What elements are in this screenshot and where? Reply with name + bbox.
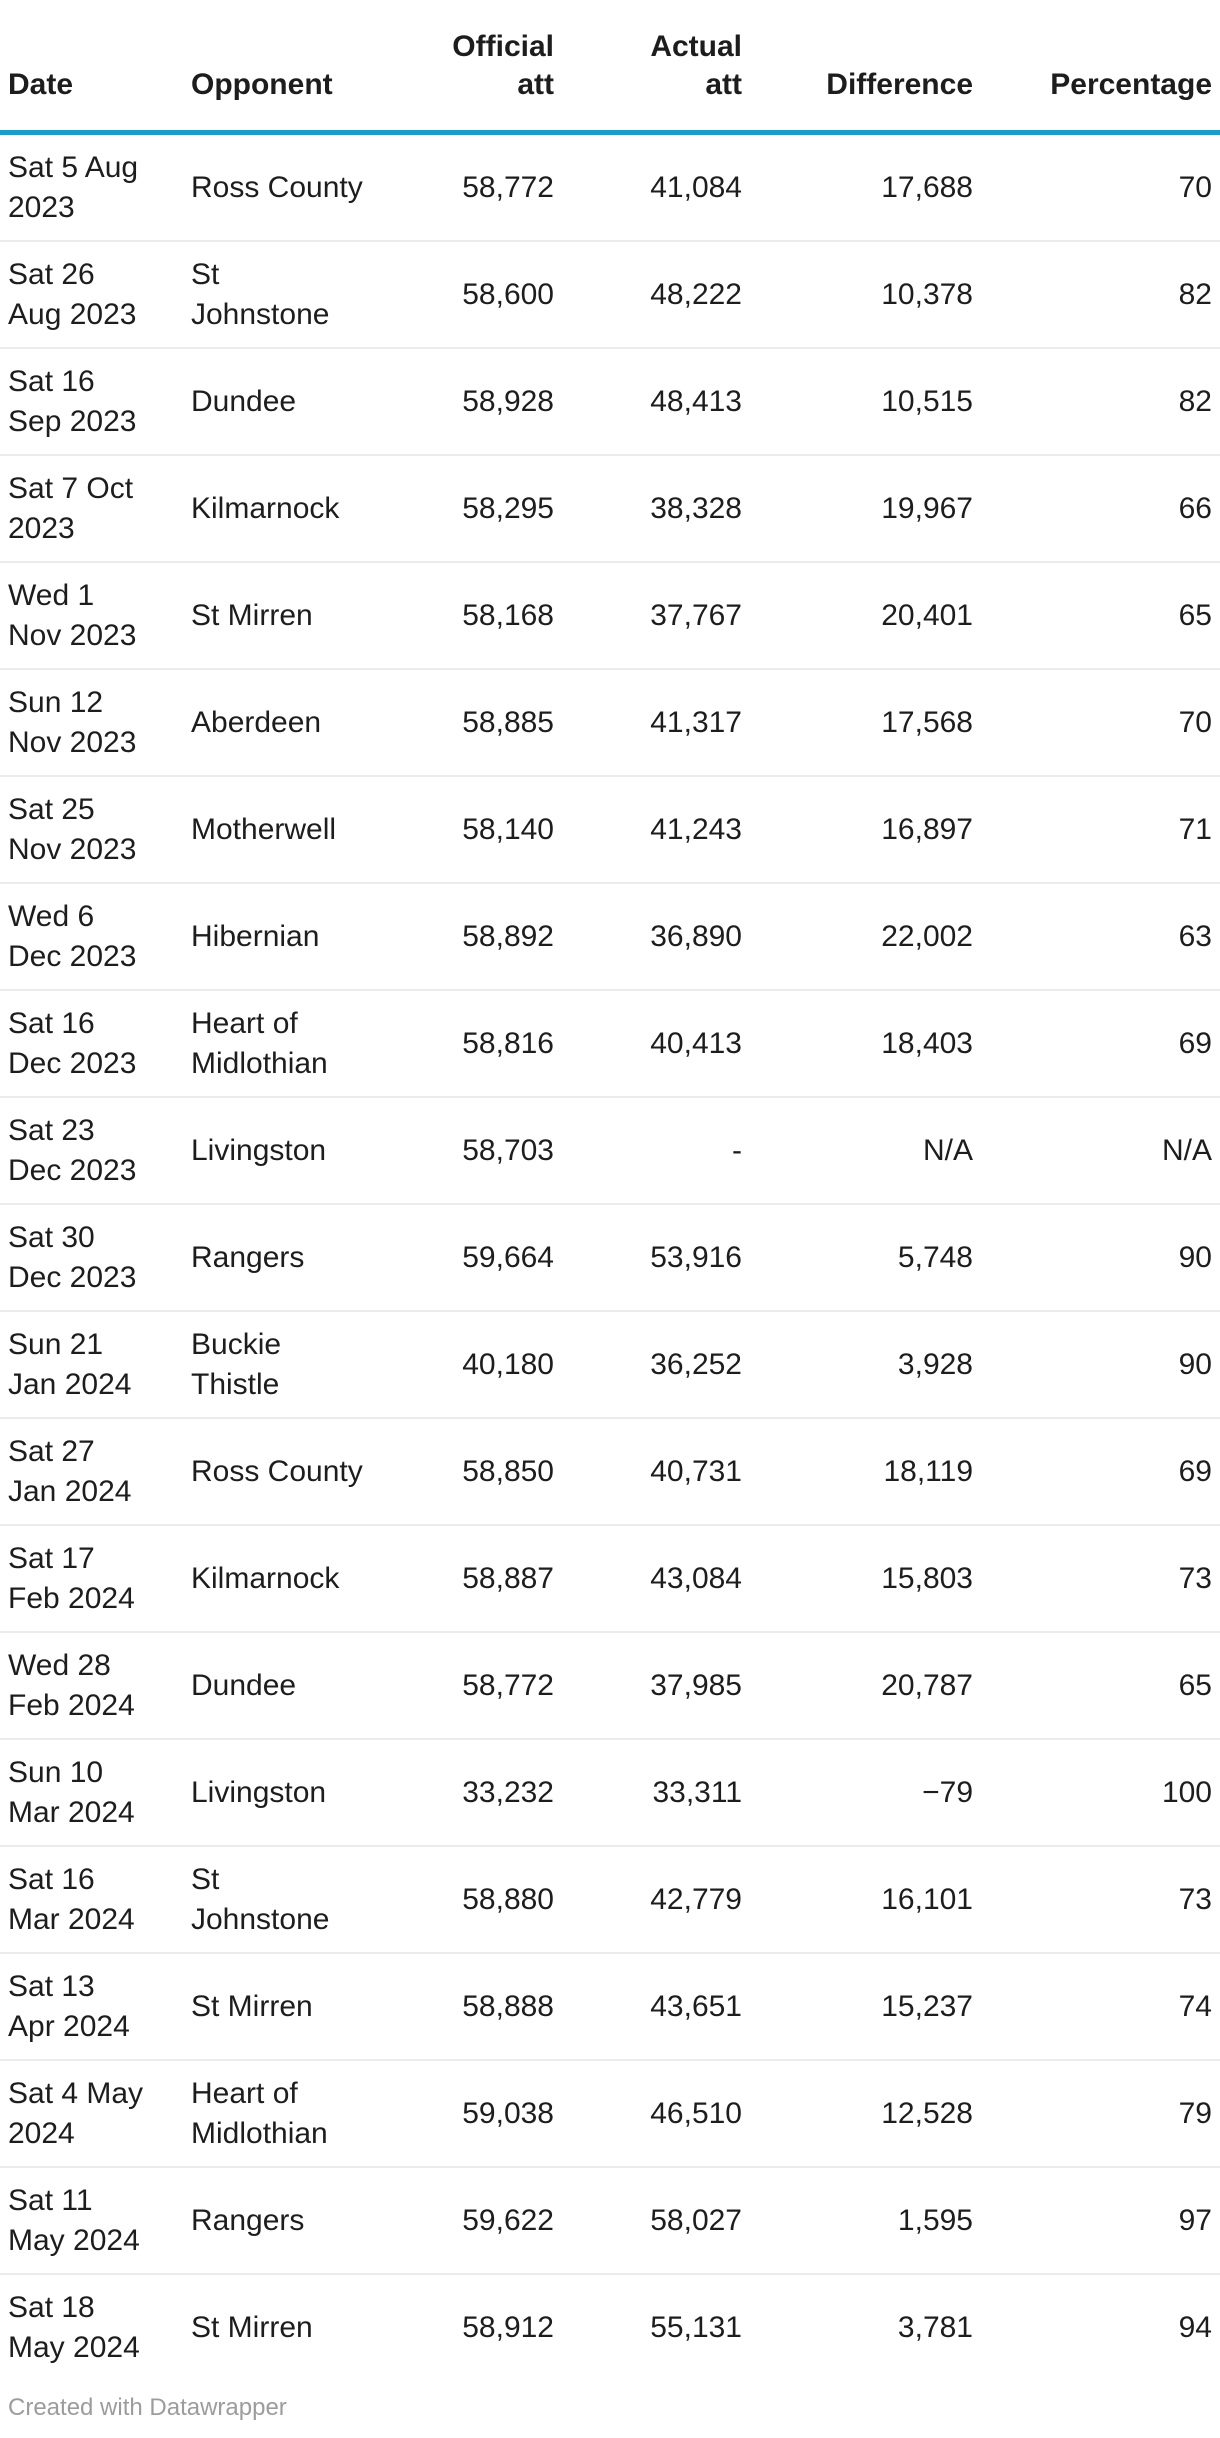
difference-value: 22,002	[881, 919, 973, 953]
percentage-value: 74	[1178, 1989, 1212, 2023]
cell-official-att	[381, 133, 554, 242]
actual-att-value: -	[732, 1133, 742, 1167]
actual-att-value: 40,731	[650, 1454, 742, 1488]
table-row	[0, 1739, 1220, 1846]
table-row	[0, 669, 1220, 776]
cell-difference	[742, 133, 973, 242]
difference-value: 10,515	[881, 384, 973, 418]
actual-att-value: 36,890	[650, 919, 742, 953]
official-att-value: 58,892	[462, 919, 554, 953]
cell-official-att	[381, 1846, 554, 1953]
difference-value: 17,568	[881, 705, 973, 739]
percentage-value: 82	[1178, 384, 1212, 418]
difference-value: −79	[922, 1775, 973, 1809]
cell-date	[0, 1525, 191, 1632]
date-value: Sat 16 Sep 2023	[8, 364, 137, 438]
official-att-value: 58,772	[462, 1668, 554, 1702]
cell-percentage	[973, 2167, 1220, 2274]
datawrapper-credit-link[interactable]: Created with Datawrapper	[8, 2394, 287, 2421]
difference-value: 17,688	[881, 170, 973, 204]
date-value: Wed 1 Nov 2023	[8, 578, 137, 652]
official-att-value: 59,664	[462, 1240, 554, 1274]
table-row	[0, 2060, 1220, 2167]
difference-value: 20,401	[881, 598, 973, 632]
official-att-value: 59,038	[462, 2096, 554, 2130]
cell-percentage	[973, 990, 1220, 1097]
cell-actual-att	[554, 776, 742, 883]
cell-difference	[742, 241, 973, 348]
cell-date	[0, 455, 191, 562]
cell-percentage	[973, 883, 1220, 990]
difference-value: 3,928	[897, 1347, 973, 1381]
official-att-value: 58,703	[462, 1133, 554, 1167]
official-att-value: 58,600	[462, 277, 554, 311]
percentage-value: 82	[1178, 277, 1212, 311]
cell-actual-att	[554, 990, 742, 1097]
percentage-value: 69	[1178, 1026, 1212, 1060]
actual-att-value: 33,311	[652, 1775, 742, 1809]
cell-official-att	[381, 669, 554, 776]
opponent-value: Ross County	[191, 170, 363, 204]
opponent-value: Livingston	[191, 1775, 327, 1809]
column-header-label: Official att	[452, 30, 554, 101]
cell-date	[0, 1097, 191, 1204]
cell-opponent	[191, 348, 381, 455]
table-row	[0, 562, 1220, 669]
percentage-value: 73	[1178, 1882, 1212, 1916]
table-row	[0, 1097, 1220, 1204]
cell-opponent	[191, 1418, 381, 1525]
cell-percentage	[973, 1311, 1220, 1418]
cell-date	[0, 1418, 191, 1525]
opponent-value: Dundee	[191, 1668, 297, 1702]
official-att-value: 58,772	[462, 170, 554, 204]
cell-actual-att	[554, 348, 742, 455]
chart-footer	[8, 2394, 1220, 2438]
table-row	[0, 1846, 1220, 1953]
table-body	[0, 133, 1220, 2381]
cell-opponent	[191, 776, 381, 883]
opponent-value: Buckie Thistle	[191, 1327, 282, 1401]
cell-actual-att	[554, 2274, 742, 2380]
column-header-actual-att	[554, 0, 742, 133]
actual-att-value: 42,779	[650, 1882, 742, 1916]
cell-opponent	[191, 2167, 381, 2274]
cell-opponent	[191, 2274, 381, 2380]
official-att-value: 58,912	[462, 2310, 554, 2344]
cell-percentage	[973, 562, 1220, 669]
cell-percentage	[973, 1739, 1220, 1846]
official-att-value: 58,140	[462, 812, 554, 846]
date-value: Sat 23 Dec 2023	[8, 1113, 137, 1187]
header-row	[0, 0, 1220, 133]
cell-opponent	[191, 1632, 381, 1739]
opponent-value: St Johnstone	[191, 1862, 330, 1936]
difference-value: 5,748	[897, 1240, 973, 1274]
cell-official-att	[381, 2167, 554, 2274]
percentage-value: 90	[1178, 1347, 1212, 1381]
cell-official-att	[381, 562, 554, 669]
official-att-value: 58,850	[462, 1454, 554, 1488]
cell-actual-att	[554, 2060, 742, 2167]
actual-att-value: 36,252	[650, 1347, 742, 1381]
cell-actual-att	[554, 241, 742, 348]
actual-att-value: 37,767	[650, 598, 742, 632]
cell-actual-att	[554, 2167, 742, 2274]
cell-date	[0, 2060, 191, 2167]
cell-opponent	[191, 990, 381, 1097]
date-value: Sun 10 Mar 2024	[8, 1755, 135, 1829]
cell-official-att	[381, 1632, 554, 1739]
table-row	[0, 241, 1220, 348]
cell-official-att	[381, 990, 554, 1097]
date-value: Sat 30 Dec 2023	[8, 1220, 137, 1294]
cell-opponent	[191, 883, 381, 990]
cell-date	[0, 1846, 191, 1953]
cell-opponent	[191, 1953, 381, 2060]
difference-value: N/A	[922, 1133, 973, 1167]
opponent-value: Rangers	[191, 1240, 305, 1274]
official-att-value: 58,887	[462, 1561, 554, 1595]
opponent-value: Heart of Midlothian	[191, 2076, 328, 2150]
cell-date	[0, 241, 191, 348]
cell-percentage	[973, 1097, 1220, 1204]
actual-att-value: 41,084	[650, 170, 742, 204]
cell-official-att	[381, 2060, 554, 2167]
cell-official-att	[381, 1418, 554, 1525]
cell-official-att	[381, 1097, 554, 1204]
cell-actual-att	[554, 455, 742, 562]
cell-difference	[742, 2167, 973, 2274]
cell-date	[0, 883, 191, 990]
cell-difference	[742, 883, 973, 990]
cell-actual-att	[554, 1846, 742, 1953]
cell-actual-att	[554, 883, 742, 990]
cell-official-att	[381, 776, 554, 883]
cell-percentage	[973, 241, 1220, 348]
cell-date	[0, 133, 191, 242]
cell-official-att	[381, 1525, 554, 1632]
cell-percentage	[973, 669, 1220, 776]
cell-difference	[742, 1525, 973, 1632]
cell-opponent	[191, 669, 381, 776]
table-row	[0, 883, 1220, 990]
cell-date	[0, 669, 191, 776]
cell-actual-att	[554, 1311, 742, 1418]
percentage-value: 63	[1178, 919, 1212, 953]
cell-official-att	[381, 455, 554, 562]
cell-date	[0, 1204, 191, 1311]
cell-official-att	[381, 2274, 554, 2380]
actual-att-value: 41,317	[650, 705, 742, 739]
table-row	[0, 1632, 1220, 1739]
percentage-value: 71	[1178, 812, 1212, 846]
cell-difference	[742, 669, 973, 776]
opponent-value: Motherwell	[191, 812, 337, 846]
percentage-value: 66	[1178, 491, 1212, 525]
table-row	[0, 133, 1220, 242]
column-header-opponent	[191, 0, 381, 133]
percentage-value: 65	[1178, 1668, 1212, 1702]
official-att-value: 58,168	[462, 598, 554, 632]
cell-date	[0, 776, 191, 883]
date-value: Sat 16 Mar 2024	[8, 1862, 135, 1936]
column-header-percentage	[973, 0, 1220, 133]
cell-percentage	[973, 1418, 1220, 1525]
cell-difference	[742, 1632, 973, 1739]
cell-percentage	[973, 2060, 1220, 2167]
cell-date	[0, 1311, 191, 1418]
cell-official-att	[381, 348, 554, 455]
opponent-value: St Mirren	[191, 598, 313, 632]
cell-difference	[742, 562, 973, 669]
difference-value: 10,378	[881, 277, 973, 311]
table-row	[0, 455, 1220, 562]
difference-value: 16,101	[881, 1882, 973, 1916]
cell-official-att	[381, 241, 554, 348]
table-row	[0, 1418, 1220, 1525]
cell-date	[0, 2274, 191, 2380]
actual-att-value: 37,985	[650, 1668, 742, 1702]
date-value: Wed 28 Feb 2024	[8, 1648, 135, 1722]
official-att-value: 59,622	[462, 2203, 554, 2237]
cell-date	[0, 348, 191, 455]
percentage-value: 90	[1178, 1240, 1212, 1274]
cell-difference	[742, 2060, 973, 2167]
column-header-difference	[742, 0, 973, 133]
actual-att-value: 58,027	[650, 2203, 742, 2237]
cell-actual-att	[554, 1204, 742, 1311]
percentage-value: 70	[1178, 705, 1212, 739]
cell-actual-att	[554, 133, 742, 242]
date-value: Wed 6 Dec 2023	[8, 899, 137, 973]
cell-difference	[742, 1846, 973, 1953]
difference-value: 18,119	[883, 1454, 973, 1488]
cell-percentage	[973, 1525, 1220, 1632]
cell-percentage	[973, 2274, 1220, 2380]
column-header-official-att	[381, 0, 554, 133]
cell-opponent	[191, 1525, 381, 1632]
opponent-value: St Johnstone	[191, 257, 330, 331]
opponent-value: St Mirren	[191, 2310, 313, 2344]
actual-att-value: 53,916	[650, 1240, 742, 1274]
opponent-value: Dundee	[191, 384, 297, 418]
cell-difference	[742, 990, 973, 1097]
column-header-label: Opponent	[191, 68, 333, 101]
official-att-value: 33,232	[462, 1775, 554, 1809]
actual-att-value: 46,510	[650, 2096, 742, 2130]
cell-actual-att	[554, 1525, 742, 1632]
cell-date	[0, 1953, 191, 2060]
date-value: Sat 7 Oct 2023	[8, 471, 134, 545]
date-value: Sat 26 Aug 2023	[8, 257, 137, 331]
cell-difference	[742, 1418, 973, 1525]
cell-percentage	[973, 1846, 1220, 1953]
table-row	[0, 990, 1220, 1097]
percentage-value: 97	[1178, 2203, 1212, 2237]
cell-official-att	[381, 1311, 554, 1418]
cell-difference	[742, 1204, 973, 1311]
official-att-value: 40,180	[462, 1347, 554, 1381]
percentage-value: 79	[1178, 2096, 1212, 2130]
date-value: Sat 18 May 2024	[8, 2290, 140, 2364]
cell-percentage	[973, 776, 1220, 883]
column-header-label: Percentage	[1050, 68, 1212, 101]
cell-opponent	[191, 562, 381, 669]
cell-actual-att	[554, 1953, 742, 2060]
opponent-value: Hibernian	[191, 919, 320, 953]
opponent-value: Kilmarnock	[191, 491, 340, 525]
cell-difference	[742, 1739, 973, 1846]
date-value: Sat 5 Aug 2023	[8, 150, 139, 224]
date-value: Sat 25 Nov 2023	[8, 792, 137, 866]
percentage-value: 65	[1178, 598, 1212, 632]
cell-percentage	[973, 1632, 1220, 1739]
opponent-value: St Mirren	[191, 1989, 313, 2023]
column-header-label: Date	[8, 68, 74, 101]
cell-date	[0, 1632, 191, 1739]
opponent-value: Aberdeen	[191, 705, 322, 739]
table-row	[0, 348, 1220, 455]
actual-att-value: 40,413	[650, 1026, 742, 1060]
cell-date	[0, 990, 191, 1097]
cell-opponent	[191, 1204, 381, 1311]
column-header-date	[0, 0, 191, 133]
opponent-value: Ross County	[191, 1454, 363, 1488]
cell-percentage	[973, 455, 1220, 562]
cell-difference	[742, 776, 973, 883]
actual-att-value: 43,651	[650, 1989, 742, 2023]
cell-difference	[742, 1097, 973, 1204]
table-row	[0, 2167, 1220, 2274]
percentage-value: 94	[1178, 2310, 1212, 2344]
date-value: Sat 13 Apr 2024	[8, 1969, 130, 2043]
difference-value: 16,897	[881, 812, 973, 846]
difference-value: 3,781	[897, 2310, 973, 2344]
table-header	[0, 0, 1220, 133]
difference-value: 1,595	[897, 2203, 973, 2237]
cell-opponent	[191, 1311, 381, 1418]
cell-opponent	[191, 241, 381, 348]
cell-date	[0, 562, 191, 669]
cell-date	[0, 2167, 191, 2274]
cell-difference	[742, 1953, 973, 2060]
cell-opponent	[191, 455, 381, 562]
date-value: Sun 21 Jan 2024	[8, 1327, 132, 1401]
opponent-value: Rangers	[191, 2203, 305, 2237]
table-row	[0, 1204, 1220, 1311]
date-value: Sun 12 Nov 2023	[8, 685, 137, 759]
cell-actual-att	[554, 1632, 742, 1739]
cell-official-att	[381, 883, 554, 990]
percentage-value: 69	[1178, 1454, 1212, 1488]
table-row	[0, 1311, 1220, 1418]
date-value: Sat 17 Feb 2024	[8, 1541, 135, 1615]
cell-official-att	[381, 1204, 554, 1311]
cell-percentage	[973, 1204, 1220, 1311]
table-row	[0, 1525, 1220, 1632]
cell-actual-att	[554, 669, 742, 776]
official-att-value: 58,885	[462, 705, 554, 739]
cell-opponent	[191, 133, 381, 242]
date-value: Sat 4 May 2024	[8, 2076, 144, 2150]
cell-opponent	[191, 1739, 381, 1846]
percentage-value: 100	[1161, 1775, 1212, 1809]
column-header-label: Actual att	[650, 30, 742, 101]
official-att-value: 58,888	[462, 1989, 554, 2023]
difference-value: 15,803	[881, 1561, 973, 1595]
cell-date	[0, 1739, 191, 1846]
cell-percentage	[973, 1953, 1220, 2060]
cell-percentage	[973, 133, 1220, 242]
table-row	[0, 776, 1220, 883]
cell-actual-att	[554, 1739, 742, 1846]
cell-difference	[742, 455, 973, 562]
difference-value: 20,787	[881, 1668, 973, 1702]
opponent-value: Kilmarnock	[191, 1561, 340, 1595]
actual-att-value: 48,413	[650, 384, 742, 418]
cell-opponent	[191, 2060, 381, 2167]
cell-actual-att	[554, 1418, 742, 1525]
column-header-label: Difference	[826, 68, 973, 101]
actual-att-value: 43,084	[650, 1561, 742, 1595]
official-att-value: 58,880	[462, 1882, 554, 1916]
date-value: Sat 11 May 2024	[8, 2183, 140, 2257]
official-att-value: 58,816	[462, 1026, 554, 1060]
cell-difference	[742, 2274, 973, 2380]
difference-value: 18,403	[881, 1026, 973, 1060]
table-row	[0, 2274, 1220, 2380]
cell-difference	[742, 348, 973, 455]
cell-actual-att	[554, 562, 742, 669]
opponent-value: Heart of Midlothian	[191, 1006, 328, 1080]
cell-actual-att	[554, 1097, 742, 1204]
percentage-value: 70	[1178, 170, 1212, 204]
cell-percentage	[973, 348, 1220, 455]
cell-opponent	[191, 1846, 381, 1953]
difference-value: 12,528	[881, 2096, 973, 2130]
cell-opponent	[191, 1097, 381, 1204]
official-att-value: 58,295	[462, 491, 554, 525]
difference-value: 15,237	[881, 1989, 973, 2023]
percentage-value: N/A	[1161, 1133, 1212, 1167]
table-row	[0, 1953, 1220, 2060]
opponent-value: Livingston	[191, 1133, 327, 1167]
cell-official-att	[381, 1739, 554, 1846]
actual-att-value: 48,222	[650, 277, 742, 311]
cell-official-att	[381, 1953, 554, 2060]
official-att-value: 58,928	[462, 384, 554, 418]
date-value: Sat 16 Dec 2023	[8, 1006, 137, 1080]
actual-att-value: 38,328	[650, 491, 742, 525]
actual-att-value: 41,243	[650, 812, 742, 846]
date-value: Sat 27 Jan 2024	[8, 1434, 132, 1508]
difference-value: 19,967	[881, 491, 973, 525]
percentage-value: 73	[1178, 1561, 1212, 1595]
actual-att-value: 55,131	[650, 2310, 742, 2344]
cell-difference	[742, 1311, 973, 1418]
